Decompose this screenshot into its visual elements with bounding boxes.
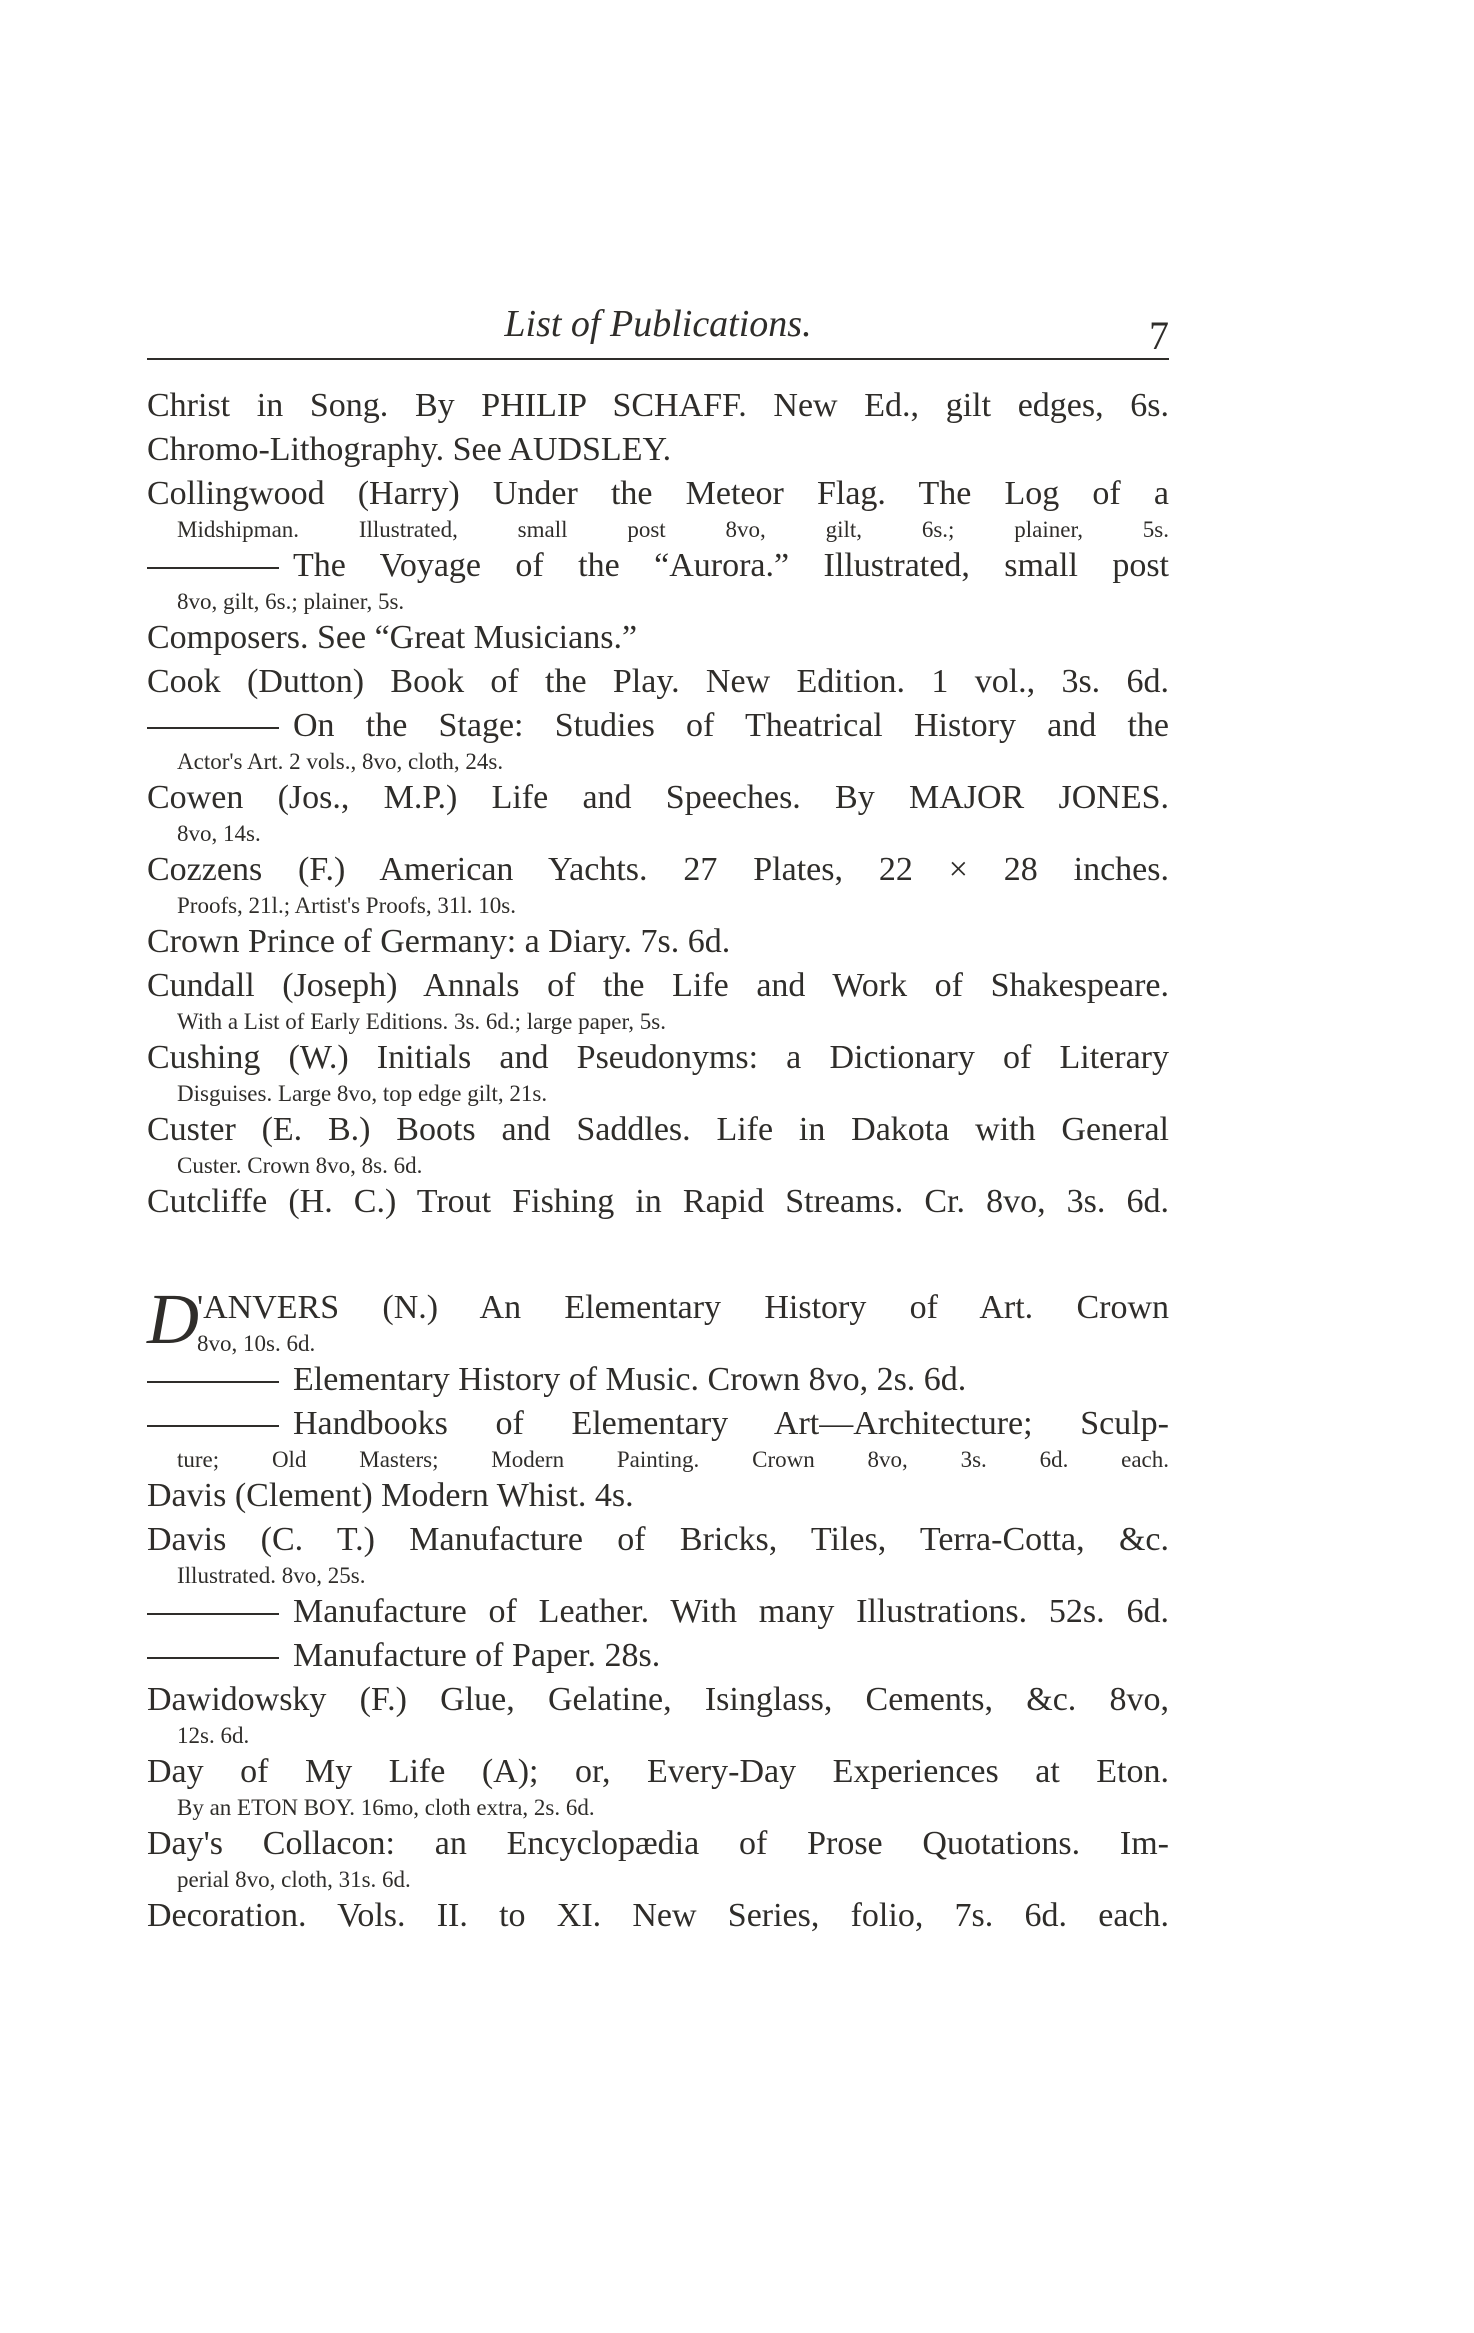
- entry-line: Collingwood (Harry) Under the Meteor Flag. The Log of a: [147, 475, 1169, 512]
- entry-days-collacon: [147, 1822, 1169, 1894]
- entry-detail: Actor's Art. 2 vols., 8vo, cloth, 24s.: [177, 749, 504, 774]
- entry-cozzens-american-yachts: [147, 848, 1169, 920]
- entry-line: Cozzens (F.) American Yachts. 27 Plates, 22 × 28 inches.: [147, 851, 1169, 888]
- entry-line: Cutcliffe (H. C.) Trout Fishing in Rapid Streams. Cr. 8vo, 3s. 6d.: [147, 1183, 1169, 1220]
- entry-cowen-life-and-speeches: [147, 776, 1169, 848]
- running-title: List of Publications.: [504, 303, 812, 345]
- entry-line-text: The Voyage of the “Aurora.” Illustrated, small post: [293, 547, 1169, 584]
- entry-detail: 8vo, 10s. 6d.: [197, 1331, 316, 1356]
- entry-detail: With a List of Early Editions. 3s. 6d.; large paper, 5s.: [177, 1009, 666, 1034]
- entry-danvers-history-of-art: [147, 1279, 1169, 1359]
- ditto-rule: [147, 1425, 279, 1427]
- entry-davis-modern-whist: [147, 1474, 1169, 1518]
- entry-crown-prince-diary: [147, 920, 1169, 964]
- entry-line-text: Manufacture of Leather. With many Illustrations. 52s. 6d.: [293, 1593, 1169, 1630]
- entry-day-of-my-life: [147, 1750, 1169, 1822]
- entry-line: Cook (Dutton) Book of the Play. New Edition. 1 vol., 3s. 6d.: [147, 663, 1169, 700]
- entry-line-text: Handbooks of Elementary Art—Architecture; Sculp-: [293, 1405, 1169, 1442]
- page-header: [147, 302, 1169, 362]
- entry-line: Cundall (Joseph) Annals of the Life and Work of Shakespeare.: [147, 967, 1169, 1004]
- entry-danvers-history-of-music: [147, 1358, 1169, 1402]
- entry-line: [147, 544, 1169, 588]
- ditto-rule: [147, 1657, 279, 1659]
- entry-dawidowsky-glue: [147, 1678, 1169, 1750]
- entry-detail: ture; Old Masters; Modern Painting. Crown 8vo, 3s. 6d. each.: [177, 1447, 1169, 1472]
- entry-line: Custer (E. B.) Boots and Saddles. Life in Dakota with General: [147, 1111, 1169, 1148]
- entry-line: [147, 1358, 1169, 1402]
- entry-composers: [147, 616, 1169, 660]
- entry-line: Day of My Life (A); or, Every-Day Experiences at Eton.: [147, 1753, 1169, 1790]
- entry-davis-leather: [147, 1590, 1169, 1634]
- entry-line: Dawidowsky (F.) Glue, Gelatine, Isinglass, Cements, &c. 8vo,: [147, 1681, 1169, 1718]
- entry-line: Crown Prince of Germany: a Diary. 7s. 6d.: [147, 923, 731, 960]
- entry-cutcliffe-trout-fishing: [147, 1180, 1169, 1224]
- entry-detail: Custer. Crown 8vo, 8s. 6d.: [177, 1153, 423, 1178]
- ditto-rule: [147, 1381, 279, 1383]
- entry-custer-boots-and-saddles: [147, 1108, 1169, 1180]
- entry-detail: 12s. 6d.: [177, 1723, 250, 1748]
- entry-line: [147, 704, 1169, 748]
- entry-davis-bricks-tiles: [147, 1518, 1169, 1590]
- entry-detail: Illustrated. 8vo, 25s.: [177, 1563, 366, 1588]
- entry-collingwood-voyage-aurora: [147, 544, 1169, 616]
- ditto-rule: [147, 567, 279, 569]
- entry-line-text: Elementary History of Music. Crown 8vo, 2s. 6d.: [293, 1361, 967, 1398]
- entry-decoration: [147, 1894, 1169, 1938]
- section-break: [147, 1224, 1169, 1286]
- entry-line: [147, 1402, 1169, 1446]
- entry-cundall-shakespeare: [147, 964, 1169, 1036]
- entry-line: Christ in Song. By PHILIP SCHAFF. New Ed., gilt edges, 6s.: [147, 387, 1169, 424]
- entry-line: Davis (C. T.) Manufacture of Bricks, Tiles, Terra-Cotta, &c.: [147, 1521, 1169, 1558]
- entry-line: [147, 1634, 1169, 1678]
- entry-line: Day's Collacon: an Encyclopædia of Prose Quotations. Im-: [147, 1825, 1169, 1862]
- entry-detail: Proofs, 21l.; Artist's Proofs, 31l. 10s.: [177, 893, 516, 918]
- ditto-rule: [147, 727, 279, 729]
- entry-cushing-initials-pseudonyms: [147, 1036, 1169, 1108]
- entry-line: Cushing (W.) Initials and Pseudonyms: a Dictionary of Literary: [147, 1039, 1169, 1076]
- page-number: 7: [1149, 313, 1169, 358]
- entry-chromo-lithography: [147, 428, 1169, 472]
- ditto-rule: [147, 1613, 279, 1615]
- entry-line: 'ANVERS (N.) An Elementary History of Art. Crown: [197, 1289, 1169, 1326]
- entry-davis-paper: [147, 1634, 1169, 1678]
- entry-collingwood-meteor-flag: [147, 472, 1169, 544]
- entry-line: Composers. See “Great Musicians.”: [147, 619, 638, 656]
- entry-line: Chromo-Lithography. See AUDSLEY.: [147, 431, 672, 468]
- entry-line: [147, 1590, 1169, 1634]
- entry-cook-on-the-stage: [147, 704, 1169, 776]
- entry-line: Decoration. Vols. II. to XI. New Series, folio, 7s. 6d. each.: [147, 1897, 1169, 1934]
- publication-list: [147, 384, 1169, 1938]
- header-rule: [147, 358, 1169, 360]
- entry-detail: By an ETON BOY. 16mo, cloth extra, 2s. 6d.: [177, 1795, 595, 1820]
- entry-line: Davis (Clement) Modern Whist. 4s.: [147, 1477, 634, 1514]
- entry-line-text: On the Stage: Studies of Theatrical History and the: [293, 707, 1169, 744]
- entry-line: Cowen (Jos., M.P.) Life and Speeches. By MAJOR JONES.: [147, 779, 1169, 816]
- entry-detail: Midshipman. Illustrated, small post 8vo, gilt, 6s.; plainer, 5s.: [177, 517, 1169, 542]
- entry-cook-book-of-the-play: [147, 660, 1169, 704]
- entry-detail: Disguises. Large 8vo, top edge gilt, 21s.: [177, 1081, 548, 1106]
- entry-line-text: Manufacture of Paper. 28s.: [293, 1637, 661, 1674]
- entry-christ-in-song: [147, 384, 1169, 428]
- entry-danvers-handbooks: [147, 1402, 1169, 1474]
- entry-detail: 8vo, 14s.: [177, 821, 261, 846]
- entry-detail: 8vo, gilt, 6s.; plainer, 5s.: [177, 589, 405, 614]
- entry-detail: perial 8vo, cloth, 31s. 6d.: [177, 1867, 411, 1892]
- drop-initial: D: [147, 1279, 199, 1359]
